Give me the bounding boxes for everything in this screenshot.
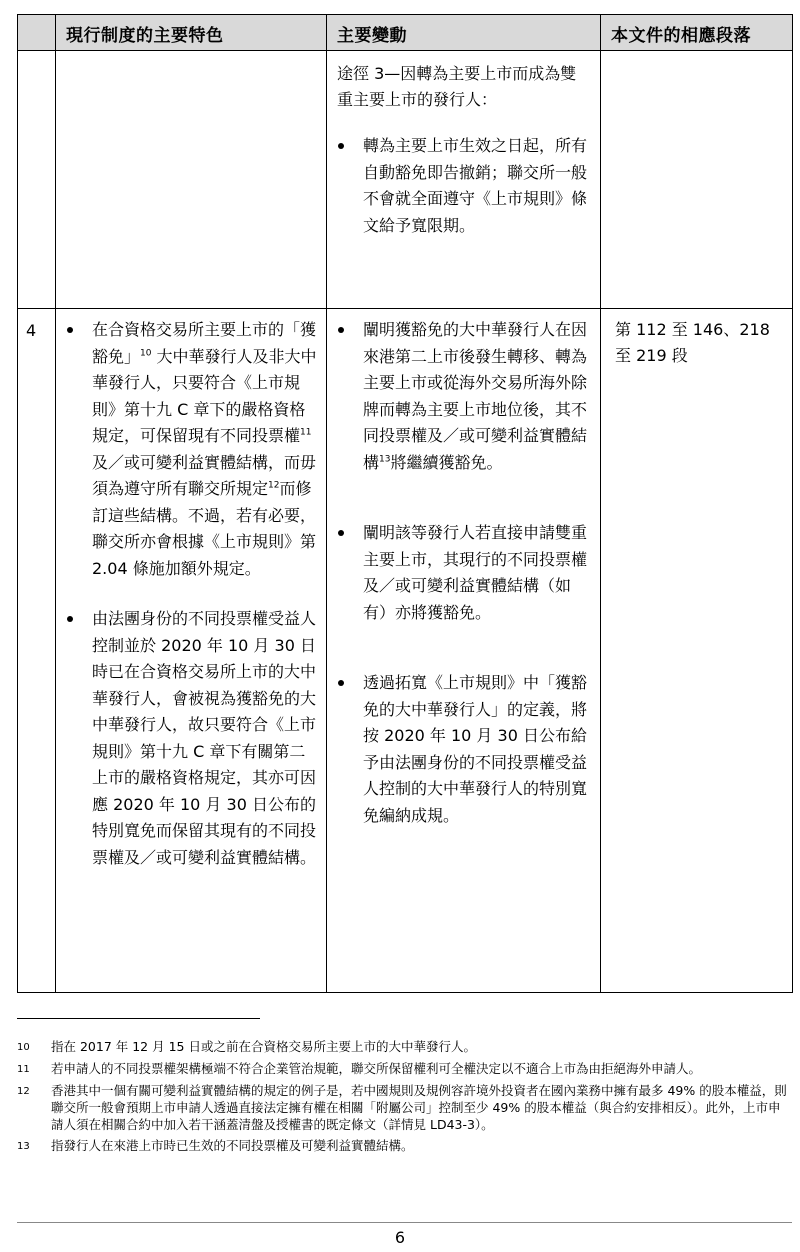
current-features-cell [56,309,327,993]
bullet-text: 及／或可變利益實體結構，而毋須為遵守所有聯交所規定 [92,452,317,498]
list-item [56,317,320,582]
footnote-divider [17,1018,260,1019]
paragraphs-cell [601,309,793,993]
footnote-13 [17,1137,787,1155]
list-item: 由法團身份的不同投票權受益人控制並於 2020 年 10 月 30 日時已在合資格交易所上市的大中華發行人，會被視為獲豁免的大中華發行人，故只要符合《上市規則》第十九 C 章下有關第二上市的嚴格資格規定，其亦可因應 2020 年 10 月 30 日公布的特別寬免而保留其現有的不同投票權及／或可變利益實體結構。 [56,606,320,871]
bullet-text: 大中華發行人及非大中華發行人，只要符合《上市規則》第十九 C 章下的嚴格資格規定，可保留現有不同投票權 [92,346,317,445]
bullet-text: 在合資格交易所主要上市的「獲豁免」 [92,320,317,366]
header-current-features: 現行制度的主要特色 [56,15,327,51]
bullet-list [327,133,594,239]
footnote-text: 香港其中一個有關可變利益實體結構的規定的例子是，若中國規則及規例容許境外投資者在國內業務中擁有最多 49% 的股本權益，則聯交所一般會預期上市申請人透過直接法定擁有權在相關「附屬公司」控制至少 49% 的股本權益（與合約安排相反）。此外，上市申請人須在相關合約中加入若干涵蓋清盤及授權書的既定條文（詳情見 LD43-3）。 [51,1083,787,1132]
main-changes-cell [327,309,601,993]
footnotes [17,1038,787,1159]
footnote-text: 指發行人在來港上市時已生效的不同投票權及可變利益實體結構。 [51,1138,414,1153]
page-number: 6 [394,1228,406,1247]
header-main-changes: 主要變動 [327,15,601,51]
footnote-ref-13[interactable]: 13 [379,454,391,465]
footnote-ref-11[interactable]: 11 [300,427,312,438]
footnote-text: 指在 2017 年 12 月 15 日或之前在合資格交易所主要上市的大中華發行人。 [51,1039,476,1054]
footnote-10 [17,1038,787,1056]
footnote-number: 10 [17,1042,30,1053]
route-3-intro: 途徑 3—因轉為主要上市而成為雙重主要上市的發行人： [337,64,577,109]
list-item [327,317,594,476]
bullet-list [327,317,594,829]
row-number: 4 [18,309,56,993]
changes-table [17,14,793,993]
paragraphs-cell [601,51,793,309]
paragraph-reference: 第 112 至 146、218 至 219 段 [615,320,770,365]
bullet-list [56,317,320,871]
table-row [18,309,793,993]
bullet-text: 闡明獲豁免的大中華發行人在因來港第二上市後發生轉移、轉為主要上市或從海外交易所海外除牌而轉為主要上市地位後，其不同投票權及／或可變利益實體結構 [363,320,588,472]
list-item: 闡明該等發行人若直接申請雙重主要上市，其現行的不同投票權及／或可變利益實體結構（如有）亦將獲豁免。 [327,520,594,626]
footnote-ref-12[interactable]: 12 [268,480,280,491]
current-features-cell [56,51,327,309]
page-footer-divider [17,1222,792,1223]
bullet-text: 而修訂這些結構。不過，若有必要，聯交所亦會根據《上市規則》第 2.04 條施加額外規定。 [92,479,317,578]
list-item: 透過拓寬《上市規則》中「獲豁免的大中華發行人」的定義，將按 2020 年 10 月 30 日公布給予由法團身份的不同投票權受益人控制的大中華發行人的特別寬免編納成規。 [327,670,594,829]
footnote-number: 12 [17,1086,30,1097]
table-row [18,51,793,309]
row-number [18,51,56,309]
header-paragraphs: 本文件的相應段落 [601,15,793,51]
footnote-number: 11 [17,1064,30,1075]
footnote-number: 13 [17,1141,30,1152]
list-item: 轉為主要上市生效之日起，所有自動豁免即告撤銷；聯交所一般不會就全面遵守《上市規則》條文給予寬限期。 [327,133,594,239]
table-header-row [18,15,793,51]
footnote-text: 若申請人的不同投票權架構極端不符合企業管治規範，聯交所保留權利可全權決定以不適合上市為由拒絕海外申請人。 [51,1061,702,1076]
footnote-11 [17,1060,787,1078]
footnote-ref-10[interactable]: 10 [140,348,152,359]
header-number [18,15,56,51]
main-changes-cell [327,51,601,309]
bullet-text: 將繼續獲豁免。 [390,452,503,472]
footnote-12 [17,1082,787,1133]
